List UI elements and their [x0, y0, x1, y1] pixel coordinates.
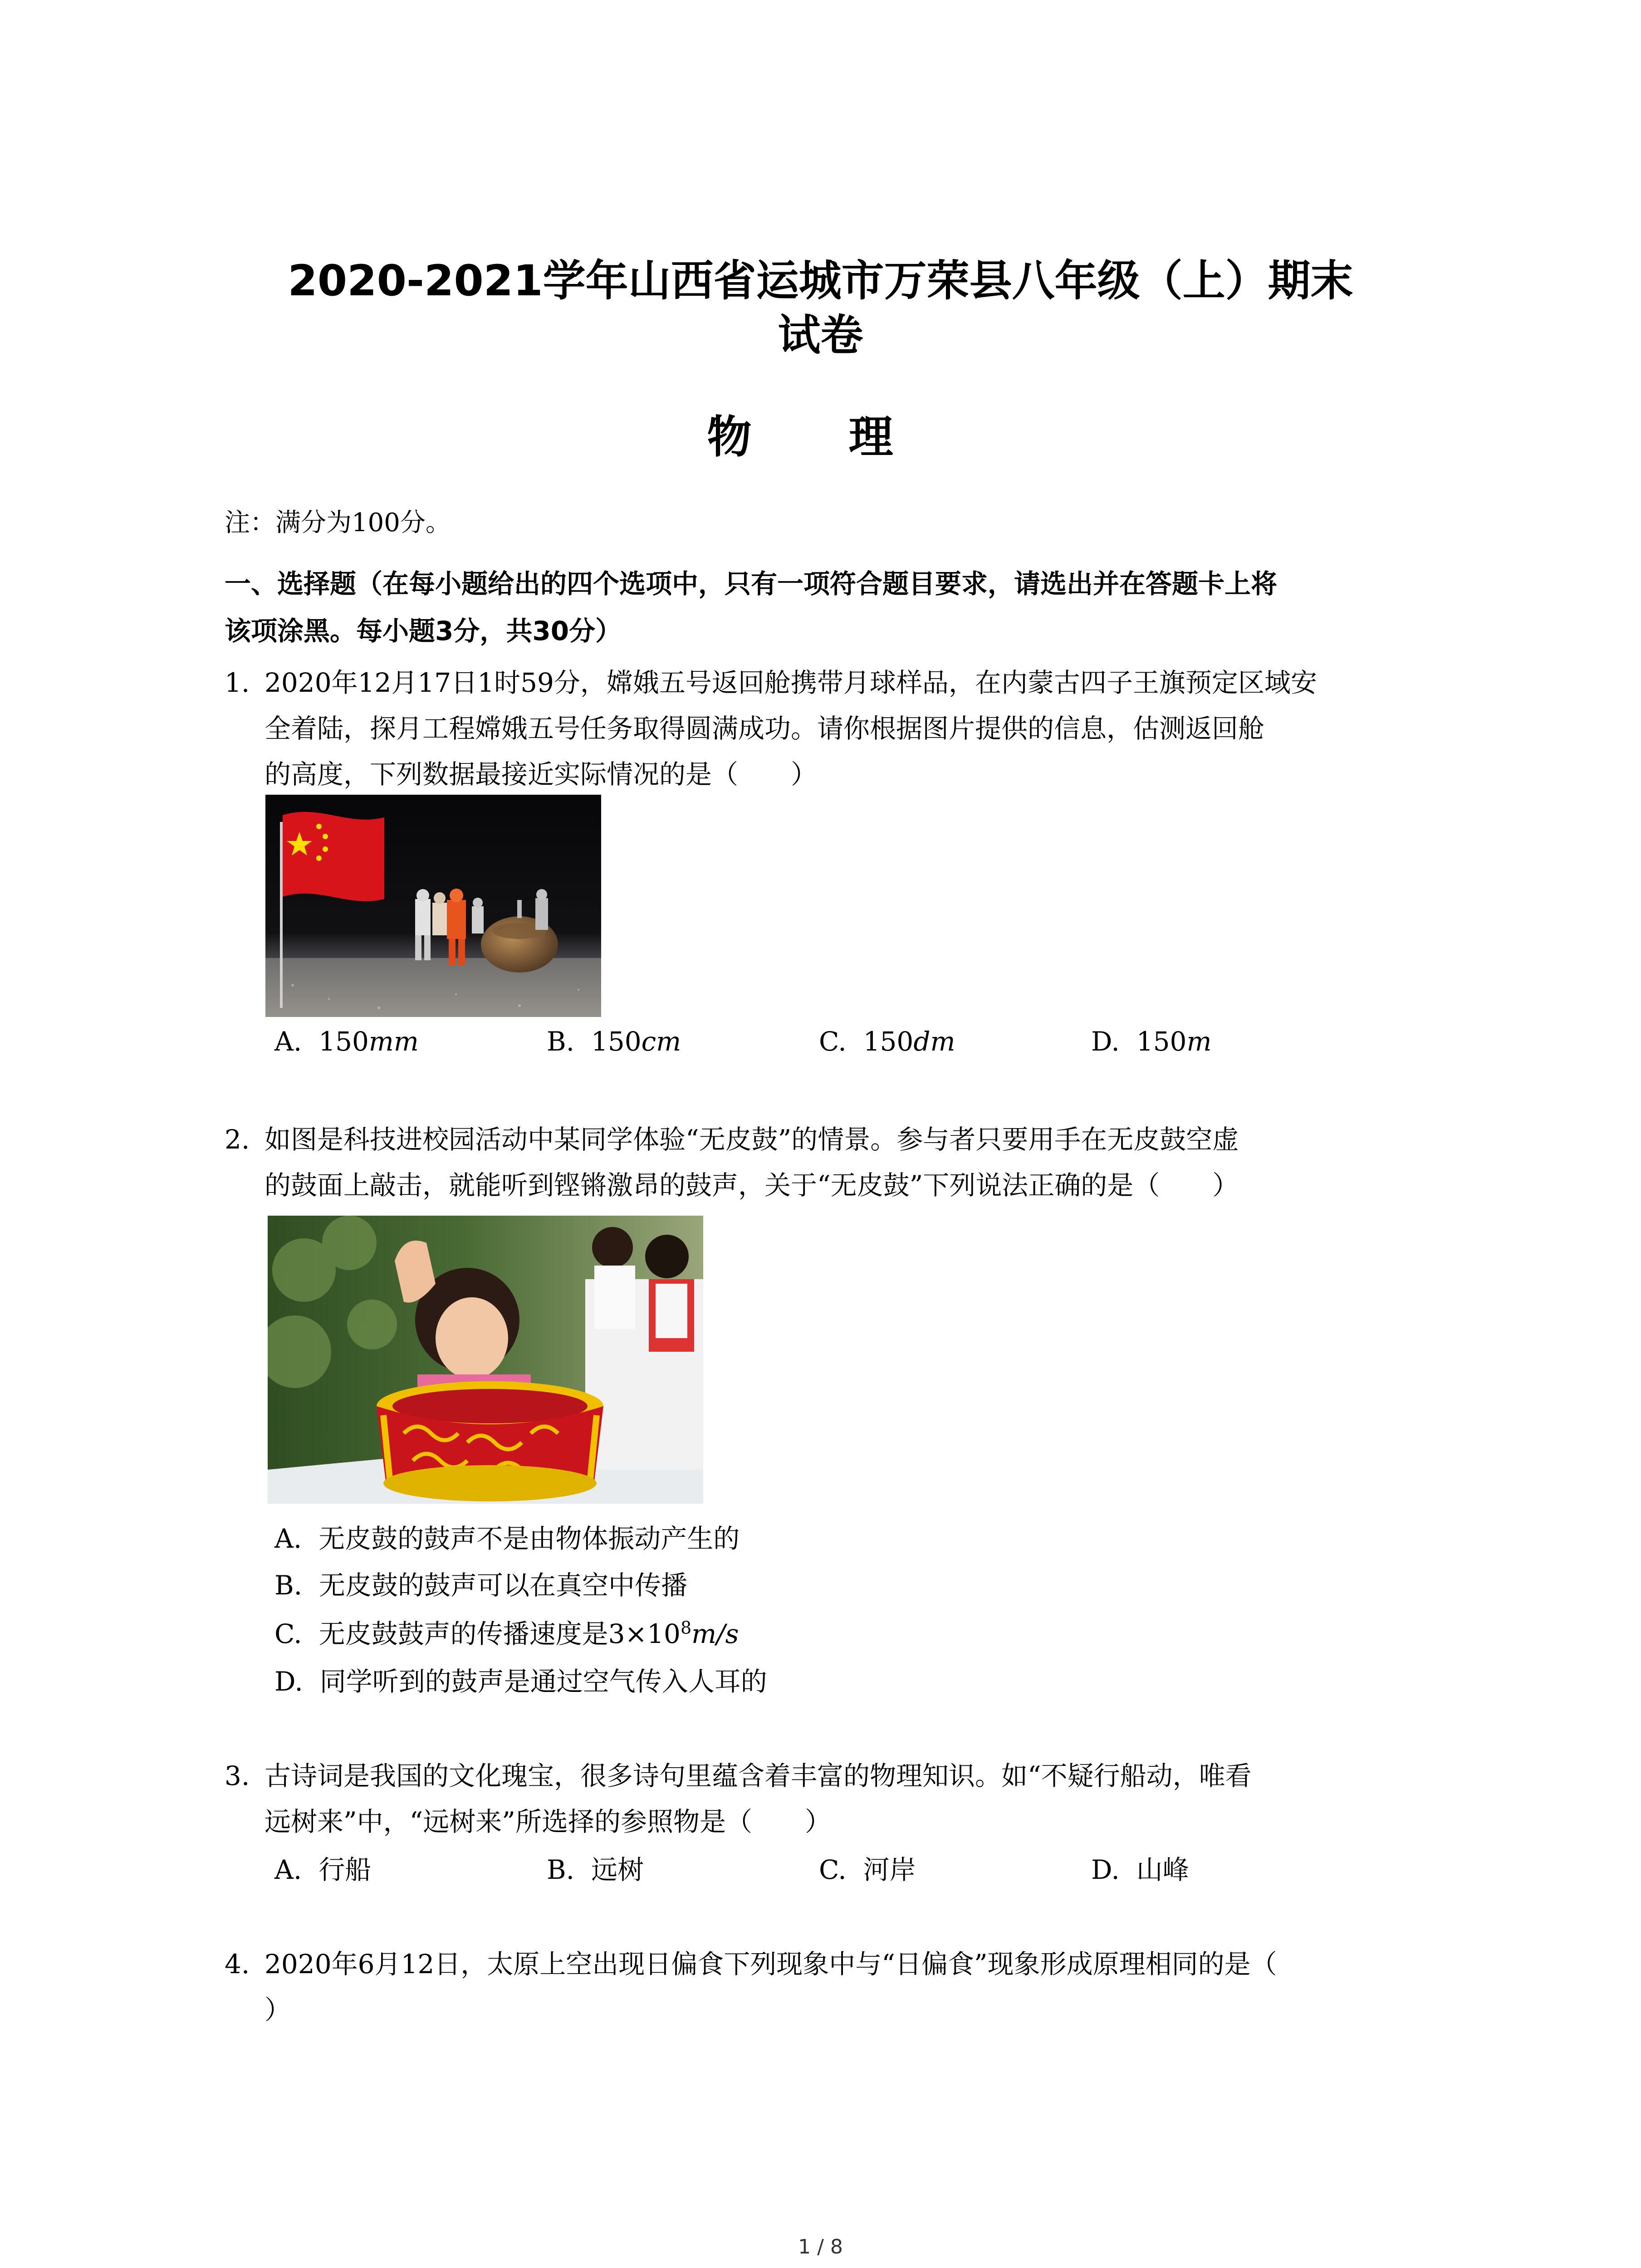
option-b[interactable]: B. 远树: [547, 1854, 644, 1885]
option-d[interactable]: D. 150m: [1091, 1026, 1212, 1057]
option-a[interactable]: A. 行船: [274, 1854, 372, 1885]
page-number: 1 / 8: [798, 2235, 843, 2258]
option-b[interactable]: B. 无皮鼓的鼓声可以在真空中传播: [274, 1570, 687, 1601]
option-c[interactable]: C. 河岸: [819, 1854, 916, 1885]
option-d[interactable]: D. 同学听到的鼓声是通过空气传入人耳的: [274, 1666, 767, 1697]
subject-heading: 物 理: [707, 411, 934, 463]
section-heading: [225, 560, 1468, 655]
question-line: ）: [265, 1994, 291, 2025]
section-heading-line1: 一、选择题（在每小题给出的四个选项中，只有一项符合题目要求，请选出并在答题卡上将: [225, 568, 1278, 599]
skinless-drum-photo: [268, 1216, 703, 1504]
exam-title-line1: 2020-2021学年山西省运城市万荣县八年级（上）期末: [288, 256, 1353, 306]
question-number: 3.: [225, 1760, 250, 1791]
option-a[interactable]: A. 150mm: [274, 1026, 419, 1057]
section-heading-line2: 该项涂黑。每小题3分，共30分）: [225, 616, 622, 646]
option-c[interactable]: C. 无皮鼓鼓声的传播速度是$3\times 10^8m/s$: [274, 1618, 739, 1649]
question-line: 如图是科技进校园活动中某同学体验“无皮鼓”的情景。参与者只要用手在无皮鼓空虚: [265, 1124, 1239, 1155]
exam-title-line2: 试卷: [778, 311, 863, 360]
question-line: 2020年6月12日，太原上空出现日偏食下列现象中与“日偏食”现象形成原理相同的是（: [265, 1949, 1277, 1980]
option-c[interactable]: C. 150dm: [819, 1026, 955, 1057]
question-line: 的鼓面上敲击，就能听到铿锵激昂的鼓声，关于“无皮鼓”下列说法正确的是（ ）: [265, 1170, 1239, 1201]
question-line: 远树来”中，“远树来”所选择的参照物是（ ）: [265, 1806, 831, 1837]
question-4: [225, 1941, 1468, 2033]
option-d[interactable]: D. 山峰: [1091, 1854, 1189, 1885]
question-line: 古诗词是我国的文化瑰宝，很多诗句里蕴含着丰富的物理知识。如“不疑行船动，唯看: [265, 1760, 1252, 1791]
question-number: 2.: [225, 1124, 250, 1155]
option-a[interactable]: A. 无皮鼓的鼓声不是由物体振动产生的: [274, 1523, 740, 1554]
option-b[interactable]: B. 150cm: [547, 1026, 681, 1057]
question-3: [225, 1753, 1468, 1845]
capsule-landing-photo: [265, 795, 601, 1017]
score-note: 注：满分为100分。: [225, 508, 451, 538]
question-line: 的高度，下列数据最接近实际情况的是（ ）: [265, 759, 818, 790]
question-line: 全着陆，探月工程嫦娥五号任务取得圆满成功。请你根据图片提供的信息，估测返回舱: [265, 713, 1265, 744]
question-1: [225, 660, 1468, 797]
question-line: 2020年12月17日1时59分，嫦娥五号返回舱携带月球样品，在内蒙古四子王旗预定区域安: [265, 667, 1317, 698]
question-number: 1.: [225, 667, 250, 698]
question-2: [225, 1117, 1468, 1208]
question-number: 4.: [225, 1949, 250, 1980]
